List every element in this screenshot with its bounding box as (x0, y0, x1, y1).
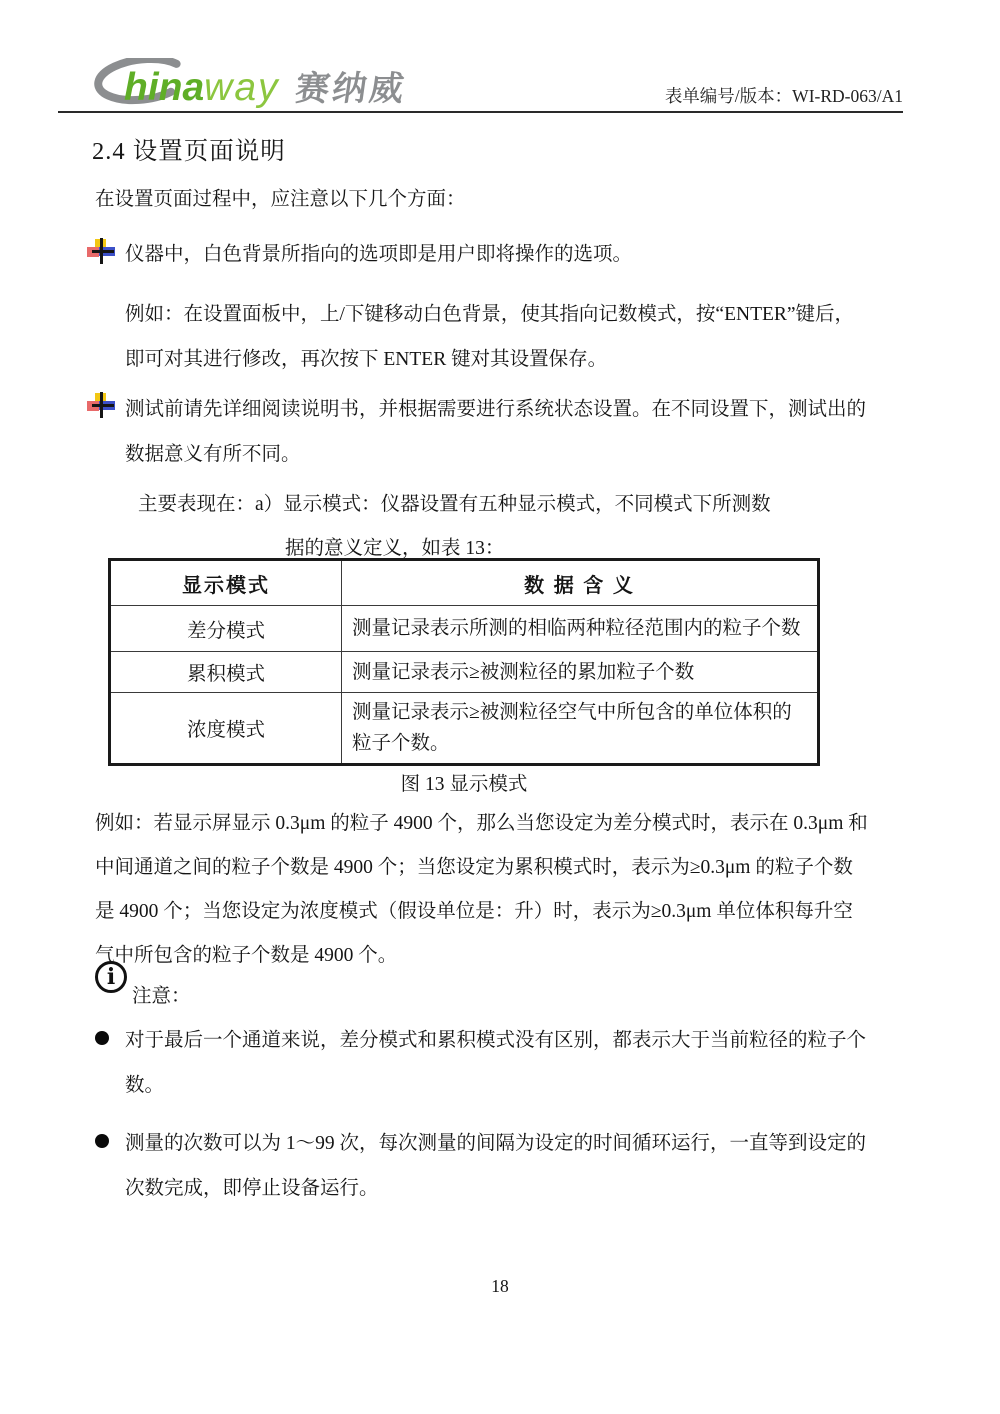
notice-item1-line2: 数。 (125, 1075, 165, 1096)
example-paragraph-line3: 是 4900 个；当您设定为浓度模式（假设单位是：升）时，表示为≥0.3μm 单位体积每升空 (95, 901, 853, 922)
example-paragraph-line1: 例如：若显示屏显示 0.3μm 的粒子 4900 个，那么当您设定为差分模式时，表示在 0.3μm 和 (95, 813, 868, 834)
bullet1-example-line2: 即可对其进行修改，再次按下 ENTER 键对其设置保存。 (125, 349, 608, 370)
example-paragraph-line4: 气中所包含的粒子个数是 4900 个。 (95, 945, 398, 966)
table-header-mode: 显示模式 (110, 560, 342, 606)
table-cell-meaning: 测量记录表示≥被测粒径空气中所包含的单位体积的粒子个数。 (342, 693, 819, 765)
notice-item2-line1: 测量的次数可以为 1～99 次，每次测量的间隔为设定的时间循环运行，一直等到设定的 (125, 1133, 867, 1154)
table-header-meaning: 数 据 含 义 (342, 560, 819, 606)
table-row (110, 606, 819, 652)
bullet1-text: 仪器中，白色背景所指向的选项即是用户即将操作的选项。 (125, 244, 633, 265)
table-caption: 图 13 显示模式 (400, 774, 528, 795)
bullet2-line2: 数据意义有所不同。 (125, 444, 301, 465)
table-row (110, 652, 819, 693)
table-header-row (110, 560, 819, 606)
table-cell-mode: 浓度模式 (110, 693, 342, 765)
notice-item1-line1: 对于最后一个通道来说，差分模式和累积模式没有区别，都表示大于当前粒径的粒子个 (125, 1030, 867, 1051)
table-row (110, 693, 819, 765)
notice-item2-line2: 次数完成，即停止设备运行。 (125, 1178, 379, 1199)
colored-plus-bullet-icon (86, 238, 116, 266)
table-cell-mode: 差分模式 (110, 606, 342, 652)
doc-code: 表单编号/版本：WI-RD-063/A1 (664, 86, 903, 106)
chinaway-logo (86, 56, 407, 110)
bullet1-example-line1: 例如：在设置面板中，上/下键移动白色背景，使其指向记数模式，按“ENTER”键后， (125, 304, 855, 325)
dot-bullet-icon (95, 1134, 109, 1148)
bullet2-note-line1: 主要表现在：a）显示模式：仪器设置有五种显示模式，不同模式下所测数 (138, 494, 771, 515)
colored-plus-bullet-icon (86, 392, 116, 420)
table-cell-meaning: 测量记录表示所测的相临两种粒径范围内的粒子个数 (342, 606, 819, 652)
dot-bullet-icon (95, 1031, 109, 1045)
example-paragraph-line2: 中间通道之间的粒子个数是 4900 个；当您设定为累积模式时，表示为≥0.3μm 的粒子个数 (95, 857, 853, 878)
logo-text-cn: 赛纳威 (292, 70, 409, 108)
info-icon: i (95, 961, 127, 993)
table-cell-meaning: 测量记录表示≥被测粒径的累加粒子个数 (342, 652, 819, 693)
table-cell-mode: 累积模式 (110, 652, 342, 693)
header-rule (58, 111, 903, 113)
section-title: 2.4 设置页面说明 (92, 138, 286, 165)
logo-text-way: way (204, 66, 280, 109)
notice-label: 注意： (132, 986, 191, 1007)
section-intro: 在设置页面过程中，应注意以下几个方面： (95, 189, 466, 210)
logo-text-hina: hina (124, 66, 205, 109)
display-mode-table (108, 558, 820, 766)
bullet2-line1: 测试前请先详细阅读说明书，并根据需要进行系统状态设置。在不同设置下，测试出的 (125, 399, 867, 420)
bullet2-note-line2: 据的意义定义，如表 13： (285, 538, 505, 559)
page-number: 18 (491, 1276, 509, 1296)
